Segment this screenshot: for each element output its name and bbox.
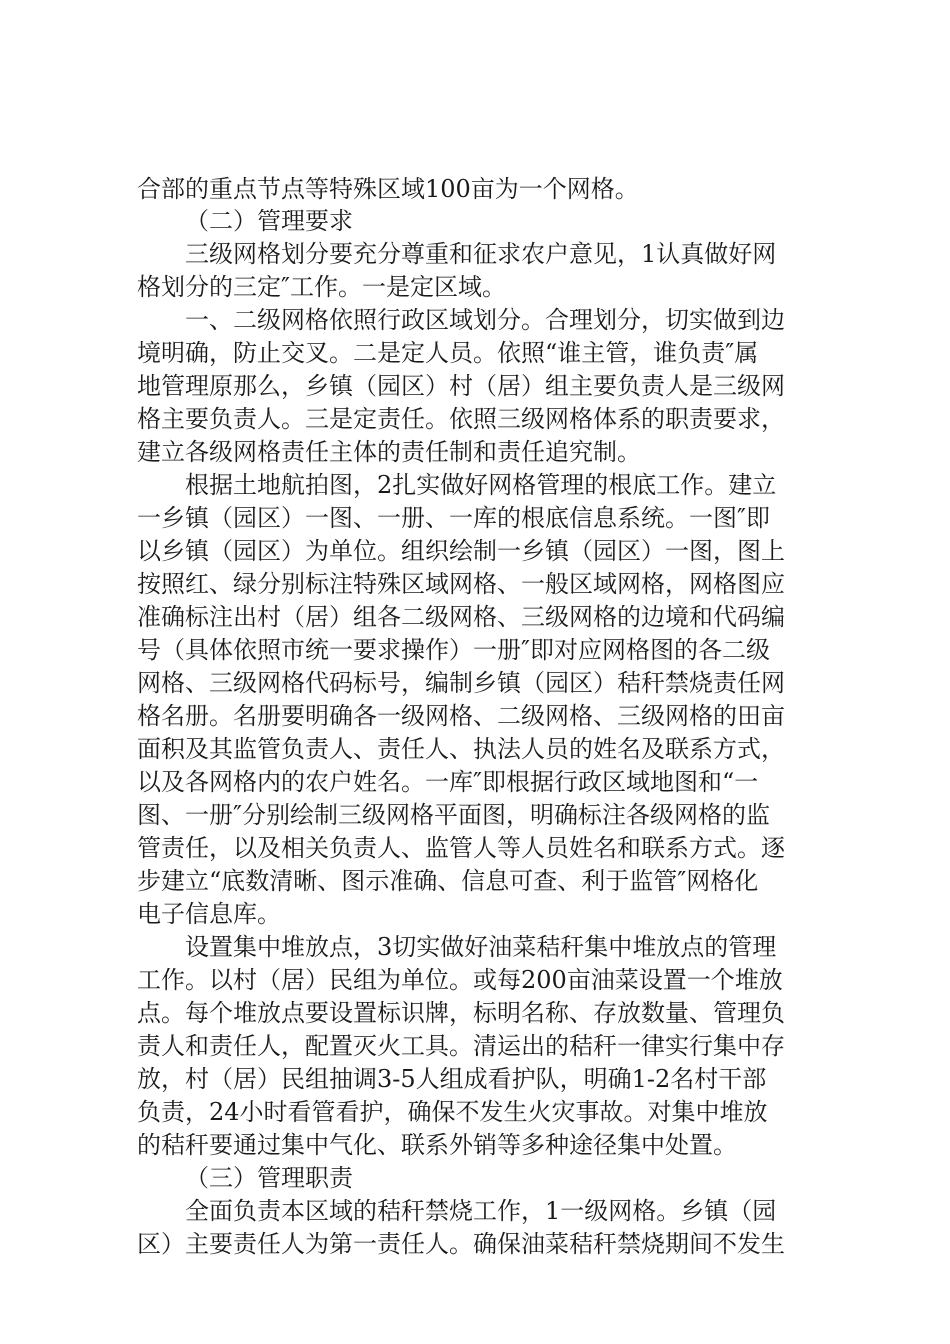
text-line [0,666,950,700]
line-text: 建立各级网格责任主体的责任制和责任追究制。 [137,438,641,466]
line-text: 以乡镇（园区）为单位。组织绘制一乡镇（园区）一图，图上 [137,537,785,565]
line-text: 根据土地航拍图，2扎实做好网格管理的根底工作。建立 [185,471,777,499]
text-line [0,699,950,733]
text-line [0,600,950,634]
text-line [0,534,950,568]
line-text: 面积及其监管负责人、责任人、执法人员的姓名及联系方式， [137,735,785,763]
line-text: 全面负责本区域的秸秆禁烧工作，1一级网格。乡镇（园 [185,1197,777,1225]
text-line [0,1062,950,1096]
line-text: 步建立“底数清晰、图示准确、信息可查、利于监管″网格化 [137,867,759,895]
text-line [0,303,950,337]
text-line [0,567,950,601]
text-line [0,1029,950,1063]
text-line [0,798,950,832]
text-line [0,369,950,403]
text-line [0,270,950,304]
text-line [0,765,950,799]
text-line [0,172,950,206]
text-line [0,402,950,436]
line-text: 网格、三级网格代码标号，编制乡镇（园区）秸秆禁烧责任网 [137,669,785,697]
line-text: 图、一册″分别绘制三级网格平面图，明确标注各级网格的监 [137,801,770,829]
text-line [0,831,950,865]
line-text: 管责任，以及相关负责人、监管人等人员姓名和联系方式。逐 [137,834,785,862]
line-text: （二）管理要求 [185,207,353,235]
text-line [0,897,950,931]
line-text: 准确标注出村（居）组各二级网格、三级网格的边境和代码编 [137,603,785,631]
line-text: 设置集中堆放点，3切实做好油菜秸秆集中堆放点的管理 [185,933,777,961]
line-text: 点。每个堆放点要设置标识牌，标明名称、存放数量、管理负 [137,999,785,1027]
text-line [0,633,950,667]
line-text: 格划分的三定″工作。一是定区域。 [137,273,506,301]
line-text: 格名册。名册要明确各一级网格、二级网格、三级网格的田亩 [137,702,785,730]
text-line [0,501,950,535]
line-text: 以及各网格内的农户姓名。一库″即根据行政区域地图和“一 [137,768,759,796]
text-line [0,336,950,370]
line-text: （三）管理职责 [185,1164,353,1192]
line-text: 按照红、绿分别标注特殊区域网格、一般区域网格，网格图应 [137,570,785,598]
line-text: 区）主要责任人为第一责任人。确保油菜秸秆禁烧期间不发生 [137,1230,785,1258]
line-text: 电子信息库。 [137,900,281,928]
text-line [0,1095,950,1129]
text-line [0,996,950,1030]
line-text: 责人和责任人，配置灭火工具。清运出的秸秆一律实行集中存 [137,1032,785,1060]
text-line [0,1227,950,1261]
line-text: 号（具体依照市统一要求操作）一册″即对应网格图的各二级 [137,636,770,664]
line-text: 一乡镇（园区）一图、一册、一库的根底信息系统。一图″即 [137,504,770,532]
line-text: 格主要负责人。三是定责任。依照三级网格体系的职责要求， [137,405,785,433]
line-text: 的秸秆要通过集中气化、联系外销等多种途径集中处置。 [137,1131,737,1159]
line-text: 负责，24小时看管看护，确保不发生火灾事故。对集中堆放 [137,1098,768,1126]
text-line [0,963,950,997]
line-text: 放，村（居）民组抽调3-5人组成看护队，明确1-2名村干部 [137,1065,767,1093]
line-text: 工作。以村（居）民组为单位。或每200亩油菜设置一个堆放 [137,966,783,994]
section-heading [0,204,950,238]
line-text: 地管理原那么，乡镇（园区）村（居）组主要负责人是三级网 [137,372,785,400]
text-line [0,237,950,271]
text-line [0,930,950,964]
text-line [0,1128,950,1162]
line-text: 境明确，防止交叉。二是定人员。依照“谁主管，谁负责″属 [137,339,759,367]
line-text: 一、二级网格依照行政区域划分。合理划分，切实做到边 [185,306,785,334]
text-line [0,732,950,766]
line-text: 合部的重点节点等特殊区域100亩为一个网格。 [137,175,639,203]
section-heading [0,1161,950,1195]
text-line [0,1194,950,1228]
text-line [0,468,950,502]
line-text: 三级网格划分要充分尊重和征求农户意见，1认真做好网 [185,240,777,268]
text-line [0,864,950,898]
text-line [0,435,950,469]
